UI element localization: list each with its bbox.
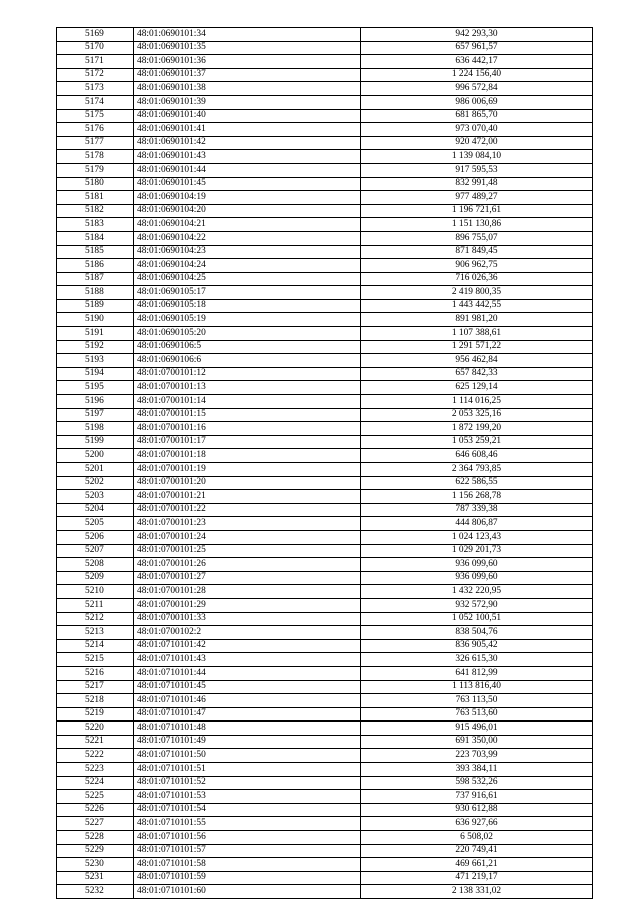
cadastral-number-cell: 48:01:0690101:45 bbox=[134, 177, 361, 191]
table-row bbox=[57, 313, 593, 327]
cadastral-number-cell: 48:01:0700101:16 bbox=[134, 422, 361, 436]
cadastral-value-cell: 1 107 388,61 bbox=[361, 327, 593, 341]
cadastral-number-cell: 48:01:0710101:60 bbox=[134, 885, 361, 899]
table-row bbox=[57, 544, 593, 558]
table-row bbox=[57, 831, 593, 845]
cadastral-value-cell: 763 113,50 bbox=[361, 694, 593, 708]
cadastral-value-cell: 956 462,84 bbox=[361, 354, 593, 368]
cadastral-value-cell: 917 595,53 bbox=[361, 163, 593, 177]
cadastral-value-cell: 657 961,57 bbox=[361, 41, 593, 55]
row-number-cell: 5219 bbox=[57, 707, 134, 721]
cadastral-number-cell: 48:01:0700101:22 bbox=[134, 503, 361, 517]
table-row bbox=[57, 28, 593, 42]
table-row bbox=[57, 245, 593, 259]
cadastral-number-cell: 48:01:0690106:5 bbox=[134, 340, 361, 354]
cadastral-value-cell: 469 661,21 bbox=[361, 858, 593, 872]
cadastral-number-cell: 48:01:0690105:17 bbox=[134, 286, 361, 300]
row-number-cell: 5174 bbox=[57, 95, 134, 109]
cadastral-number-cell: 48:01:0700101:18 bbox=[134, 449, 361, 463]
cadastral-number-cell: 48:01:0710101:58 bbox=[134, 858, 361, 872]
table-row bbox=[57, 680, 593, 694]
row-number-cell: 5220 bbox=[57, 721, 134, 735]
row-number-cell: 5184 bbox=[57, 231, 134, 245]
table-row bbox=[57, 286, 593, 300]
table-row bbox=[57, 381, 593, 395]
row-number-cell: 5232 bbox=[57, 885, 134, 899]
cadastral-value-cell: 996 572,84 bbox=[361, 82, 593, 96]
table-row bbox=[57, 204, 593, 218]
cadastral-value-cell: 1 156 268,78 bbox=[361, 490, 593, 504]
row-number-cell: 5212 bbox=[57, 612, 134, 626]
cadastral-value-cell: 691 350,00 bbox=[361, 735, 593, 749]
cadastral-number-cell: 48:01:0700102:2 bbox=[134, 626, 361, 640]
cadastral-value-cell: 906 962,75 bbox=[361, 259, 593, 273]
row-number-cell: 5182 bbox=[57, 204, 134, 218]
row-number-cell: 5195 bbox=[57, 381, 134, 395]
table-row bbox=[57, 803, 593, 817]
cadastral-number-cell: 48:01:0690104:22 bbox=[134, 231, 361, 245]
cadastral-number-cell: 48:01:0710101:48 bbox=[134, 721, 361, 735]
cadastral-value-cell: 973 070,40 bbox=[361, 123, 593, 137]
cadastral-number-cell: 48:01:0710101:49 bbox=[134, 735, 361, 749]
cadastral-value-table bbox=[56, 27, 593, 899]
cadastral-number-cell: 48:01:0700101:29 bbox=[134, 598, 361, 612]
row-number-cell: 5216 bbox=[57, 666, 134, 680]
cadastral-value-cell: 2 419 800,35 bbox=[361, 286, 593, 300]
cadastral-value-cell: 836 905,42 bbox=[361, 639, 593, 653]
table-row bbox=[57, 55, 593, 69]
cadastral-value-cell: 787 339,38 bbox=[361, 503, 593, 517]
table-row bbox=[57, 41, 593, 55]
cadastral-number-cell: 48:01:0690101:36 bbox=[134, 55, 361, 69]
cadastral-value-cell: 220 749,41 bbox=[361, 844, 593, 858]
cadastral-number-cell: 48:01:0690101:38 bbox=[134, 82, 361, 96]
cadastral-value-cell: 223 703,99 bbox=[361, 749, 593, 763]
cadastral-value-cell: 2 364 793,85 bbox=[361, 463, 593, 477]
cadastral-value-cell: 977 489,27 bbox=[361, 191, 593, 205]
cadastral-number-cell: 48:01:0690101:40 bbox=[134, 109, 361, 123]
row-number-cell: 5178 bbox=[57, 150, 134, 164]
row-number-cell: 5205 bbox=[57, 517, 134, 531]
row-number-cell: 5180 bbox=[57, 177, 134, 191]
table-row bbox=[57, 530, 593, 544]
table-row bbox=[57, 776, 593, 790]
cadastral-number-cell: 48:01:0690106:6 bbox=[134, 354, 361, 368]
row-number-cell: 5215 bbox=[57, 653, 134, 667]
table-row bbox=[57, 653, 593, 667]
cadastral-number-cell: 48:01:0700101:20 bbox=[134, 476, 361, 490]
row-number-cell: 5228 bbox=[57, 831, 134, 845]
row-number-cell: 5200 bbox=[57, 449, 134, 463]
cadastral-value-cell: 936 099,60 bbox=[361, 558, 593, 572]
table-row bbox=[57, 612, 593, 626]
row-number-cell: 5199 bbox=[57, 435, 134, 449]
table-row bbox=[57, 503, 593, 517]
cadastral-number-cell: 48:01:0710101:45 bbox=[134, 680, 361, 694]
row-number-cell: 5181 bbox=[57, 191, 134, 205]
table-row bbox=[57, 259, 593, 273]
cadastral-number-cell: 48:01:0700101:26 bbox=[134, 558, 361, 572]
table-row bbox=[57, 150, 593, 164]
cadastral-value-cell: 1 139 084,10 bbox=[361, 150, 593, 164]
table-row bbox=[57, 299, 593, 313]
table-row bbox=[57, 191, 593, 205]
table-row bbox=[57, 435, 593, 449]
cadastral-number-cell: 48:01:0710101:42 bbox=[134, 639, 361, 653]
cadastral-value-cell: 737 916,61 bbox=[361, 790, 593, 804]
row-number-cell: 5204 bbox=[57, 503, 134, 517]
cadastral-number-cell: 48:01:0710101:56 bbox=[134, 831, 361, 845]
table-row bbox=[57, 885, 593, 899]
cadastral-value-cell: 871 849,45 bbox=[361, 245, 593, 259]
cadastral-value-cell: 393 384,11 bbox=[361, 763, 593, 777]
cadastral-number-cell: 48:01:0690101:35 bbox=[134, 41, 361, 55]
cadastral-value-cell: 1 024 123,43 bbox=[361, 530, 593, 544]
table-row bbox=[57, 749, 593, 763]
cadastral-value-cell: 1 151 130,86 bbox=[361, 218, 593, 232]
cadastral-value-cell: 1 196 721,61 bbox=[361, 204, 593, 218]
cadastral-value-cell: 444 806,87 bbox=[361, 517, 593, 531]
table-row bbox=[57, 598, 593, 612]
row-number-cell: 5230 bbox=[57, 858, 134, 872]
table-row bbox=[57, 763, 593, 777]
table-row bbox=[57, 272, 593, 286]
row-number-cell: 5202 bbox=[57, 476, 134, 490]
table-row bbox=[57, 327, 593, 341]
table-row bbox=[57, 354, 593, 368]
row-number-cell: 5172 bbox=[57, 68, 134, 82]
table-row bbox=[57, 340, 593, 354]
cadastral-number-cell: 48:01:0710101:47 bbox=[134, 707, 361, 721]
cadastral-value-cell: 932 572,90 bbox=[361, 598, 593, 612]
cadastral-number-cell: 48:01:0700101:27 bbox=[134, 571, 361, 585]
cadastral-number-cell: 48:01:0710101:52 bbox=[134, 776, 361, 790]
cadastral-value-cell: 915 496,01 bbox=[361, 721, 593, 735]
cadastral-number-cell: 48:01:0700101:23 bbox=[134, 517, 361, 531]
cadastral-value-cell: 832 991,48 bbox=[361, 177, 593, 191]
cadastral-number-cell: 48:01:0710101:44 bbox=[134, 666, 361, 680]
cadastral-number-cell: 48:01:0690101:39 bbox=[134, 95, 361, 109]
table-row bbox=[57, 585, 593, 599]
row-number-cell: 5194 bbox=[57, 367, 134, 381]
table-row bbox=[57, 817, 593, 831]
cadastral-number-cell: 48:01:0690101:34 bbox=[134, 28, 361, 42]
cadastral-number-cell: 48:01:0690105:20 bbox=[134, 327, 361, 341]
row-number-cell: 5192 bbox=[57, 340, 134, 354]
cadastral-number-cell: 48:01:0710101:59 bbox=[134, 871, 361, 885]
table-row bbox=[57, 490, 593, 504]
cadastral-value-cell: 763 513,60 bbox=[361, 707, 593, 721]
table-row bbox=[57, 721, 593, 735]
cadastral-number-cell: 48:01:0690101:42 bbox=[134, 136, 361, 150]
cadastral-value-cell: 896 755,07 bbox=[361, 231, 593, 245]
table-row bbox=[57, 639, 593, 653]
row-number-cell: 5201 bbox=[57, 463, 134, 477]
row-number-cell: 5210 bbox=[57, 585, 134, 599]
row-number-cell: 5171 bbox=[57, 55, 134, 69]
table-row bbox=[57, 123, 593, 137]
row-number-cell: 5203 bbox=[57, 490, 134, 504]
cadastral-value-cell: 920 472,00 bbox=[361, 136, 593, 150]
cadastral-number-cell: 48:01:0700101:12 bbox=[134, 367, 361, 381]
table-row bbox=[57, 666, 593, 680]
table-row bbox=[57, 163, 593, 177]
cadastral-number-cell: 48:01:0700101:19 bbox=[134, 463, 361, 477]
table-row bbox=[57, 476, 593, 490]
row-number-cell: 5196 bbox=[57, 395, 134, 409]
cadastral-value-cell: 646 608,46 bbox=[361, 449, 593, 463]
row-number-cell: 5227 bbox=[57, 817, 134, 831]
row-number-cell: 5173 bbox=[57, 82, 134, 96]
row-number-cell: 5175 bbox=[57, 109, 134, 123]
row-number-cell: 5214 bbox=[57, 639, 134, 653]
row-number-cell: 5223 bbox=[57, 763, 134, 777]
cadastral-value-cell: 641 812,99 bbox=[361, 666, 593, 680]
cadastral-value-cell: 1 052 100,51 bbox=[361, 612, 593, 626]
cadastral-value-cell: 636 927,66 bbox=[361, 817, 593, 831]
cadastral-number-cell: 48:01:0700101:14 bbox=[134, 395, 361, 409]
table-row bbox=[57, 694, 593, 708]
cadastral-value-cell: 1 224 156,40 bbox=[361, 68, 593, 82]
cadastral-number-cell: 48:01:0700101:28 bbox=[134, 585, 361, 599]
cadastral-value-cell: 2 138 331,02 bbox=[361, 885, 593, 899]
cadastral-number-cell: 48:01:0690101:44 bbox=[134, 163, 361, 177]
table-row bbox=[57, 218, 593, 232]
table-row bbox=[57, 177, 593, 191]
cadastral-value-cell: 1 432 220,95 bbox=[361, 585, 593, 599]
table-row bbox=[57, 367, 593, 381]
table-row bbox=[57, 95, 593, 109]
cadastral-value-cell: 1 113 816,40 bbox=[361, 680, 593, 694]
table-row bbox=[57, 68, 593, 82]
cadastral-value-cell: 891 981,20 bbox=[361, 313, 593, 327]
cadastral-number-cell: 48:01:0710101:50 bbox=[134, 749, 361, 763]
table-row bbox=[57, 109, 593, 123]
row-number-cell: 5185 bbox=[57, 245, 134, 259]
table-row bbox=[57, 463, 593, 477]
cadastral-number-cell: 48:01:0690101:41 bbox=[134, 123, 361, 137]
table-row bbox=[57, 735, 593, 749]
cadastral-value-cell: 681 865,70 bbox=[361, 109, 593, 123]
row-number-cell: 5186 bbox=[57, 259, 134, 273]
cadastral-value-cell: 657 842,33 bbox=[361, 367, 593, 381]
table-row bbox=[57, 449, 593, 463]
row-number-cell: 5207 bbox=[57, 544, 134, 558]
cadastral-value-cell: 1 029 201,73 bbox=[361, 544, 593, 558]
cadastral-value-cell: 1 872 199,20 bbox=[361, 422, 593, 436]
table-row bbox=[57, 844, 593, 858]
cadastral-value-cell: 1 291 571,22 bbox=[361, 340, 593, 354]
table-row bbox=[57, 231, 593, 245]
row-number-cell: 5211 bbox=[57, 598, 134, 612]
cadastral-number-cell: 48:01:0690101:37 bbox=[134, 68, 361, 82]
cadastral-number-cell: 48:01:0700101:24 bbox=[134, 530, 361, 544]
cadastral-value-cell: 986 006,69 bbox=[361, 95, 593, 109]
cadastral-number-cell: 48:01:0710101:51 bbox=[134, 763, 361, 777]
row-number-cell: 5231 bbox=[57, 871, 134, 885]
cadastral-value-cell: 716 026,36 bbox=[361, 272, 593, 286]
cadastral-number-cell: 48:01:0700101:13 bbox=[134, 381, 361, 395]
cadastral-value-cell: 942 293,30 bbox=[361, 28, 593, 42]
row-number-cell: 5206 bbox=[57, 530, 134, 544]
cadastral-value-cell: 6 508,02 bbox=[361, 831, 593, 845]
table-row bbox=[57, 408, 593, 422]
table-body bbox=[57, 28, 593, 899]
row-number-cell: 5170 bbox=[57, 41, 134, 55]
cadastral-value-cell: 930 612,88 bbox=[361, 803, 593, 817]
cadastral-value-cell: 471 219,17 bbox=[361, 871, 593, 885]
cadastral-number-cell: 48:01:0700101:17 bbox=[134, 435, 361, 449]
row-number-cell: 5193 bbox=[57, 354, 134, 368]
row-number-cell: 5229 bbox=[57, 844, 134, 858]
row-number-cell: 5183 bbox=[57, 218, 134, 232]
row-number-cell: 5191 bbox=[57, 327, 134, 341]
cadastral-number-cell: 48:01:0710101:54 bbox=[134, 803, 361, 817]
row-number-cell: 5218 bbox=[57, 694, 134, 708]
row-number-cell: 5189 bbox=[57, 299, 134, 313]
cadastral-number-cell: 48:01:0690104:24 bbox=[134, 259, 361, 273]
cadastral-number-cell: 48:01:0690104:20 bbox=[134, 204, 361, 218]
table-row bbox=[57, 871, 593, 885]
row-number-cell: 5179 bbox=[57, 163, 134, 177]
row-number-cell: 5176 bbox=[57, 123, 134, 137]
table-row bbox=[57, 422, 593, 436]
table-row bbox=[57, 136, 593, 150]
cadastral-value-cell: 326 615,30 bbox=[361, 653, 593, 667]
cadastral-number-cell: 48:01:0690104:25 bbox=[134, 272, 361, 286]
cadastral-value-cell: 1 443 442,55 bbox=[361, 299, 593, 313]
cadastral-number-cell: 48:01:0710101:43 bbox=[134, 653, 361, 667]
table-row bbox=[57, 858, 593, 872]
cadastral-number-cell: 48:01:0690104:23 bbox=[134, 245, 361, 259]
cadastral-number-cell: 48:01:0700101:15 bbox=[134, 408, 361, 422]
row-number-cell: 5177 bbox=[57, 136, 134, 150]
row-number-cell: 5198 bbox=[57, 422, 134, 436]
cadastral-value-cell: 1 114 016,25 bbox=[361, 395, 593, 409]
cadastral-number-cell: 48:01:0700101:21 bbox=[134, 490, 361, 504]
cadastral-number-cell: 48:01:0690105:19 bbox=[134, 313, 361, 327]
table-row bbox=[57, 707, 593, 721]
table-row bbox=[57, 517, 593, 531]
row-number-cell: 5213 bbox=[57, 626, 134, 640]
cadastral-value-cell: 838 504,76 bbox=[361, 626, 593, 640]
cadastral-value-cell: 936 099,60 bbox=[361, 571, 593, 585]
row-number-cell: 5190 bbox=[57, 313, 134, 327]
row-number-cell: 5187 bbox=[57, 272, 134, 286]
row-number-cell: 5221 bbox=[57, 735, 134, 749]
cadastral-value-cell: 2 053 325,16 bbox=[361, 408, 593, 422]
table-row bbox=[57, 82, 593, 96]
cadastral-number-cell: 48:01:0690104:19 bbox=[134, 191, 361, 205]
row-number-cell: 5169 bbox=[57, 28, 134, 42]
cadastral-number-cell: 48:01:0710101:53 bbox=[134, 790, 361, 804]
row-number-cell: 5197 bbox=[57, 408, 134, 422]
table-row bbox=[57, 395, 593, 409]
cadastral-number-cell: 48:01:0690104:21 bbox=[134, 218, 361, 232]
table-row bbox=[57, 571, 593, 585]
table-row bbox=[57, 790, 593, 804]
table-row bbox=[57, 558, 593, 572]
row-number-cell: 5209 bbox=[57, 571, 134, 585]
table-row bbox=[57, 626, 593, 640]
cadastral-value-cell: 625 129,14 bbox=[361, 381, 593, 395]
row-number-cell: 5188 bbox=[57, 286, 134, 300]
cadastral-value-cell: 636 442,17 bbox=[361, 55, 593, 69]
cadastral-value-cell: 598 532,26 bbox=[361, 776, 593, 790]
cadastral-number-cell: 48:01:0710101:46 bbox=[134, 694, 361, 708]
row-number-cell: 5222 bbox=[57, 749, 134, 763]
row-number-cell: 5225 bbox=[57, 790, 134, 804]
cadastral-number-cell: 48:01:0710101:55 bbox=[134, 817, 361, 831]
cadastral-number-cell: 48:01:0690101:43 bbox=[134, 150, 361, 164]
row-number-cell: 5208 bbox=[57, 558, 134, 572]
row-number-cell: 5217 bbox=[57, 680, 134, 694]
cadastral-number-cell: 48:01:0710101:57 bbox=[134, 844, 361, 858]
cadastral-number-cell: 48:01:0700101:33 bbox=[134, 612, 361, 626]
cadastral-value-cell: 622 586,55 bbox=[361, 476, 593, 490]
row-number-cell: 5226 bbox=[57, 803, 134, 817]
row-number-cell: 5224 bbox=[57, 776, 134, 790]
cadastral-value-cell: 1 053 259,21 bbox=[361, 435, 593, 449]
cadastral-number-cell: 48:01:0700101:25 bbox=[134, 544, 361, 558]
cadastral-number-cell: 48:01:0690105:18 bbox=[134, 299, 361, 313]
